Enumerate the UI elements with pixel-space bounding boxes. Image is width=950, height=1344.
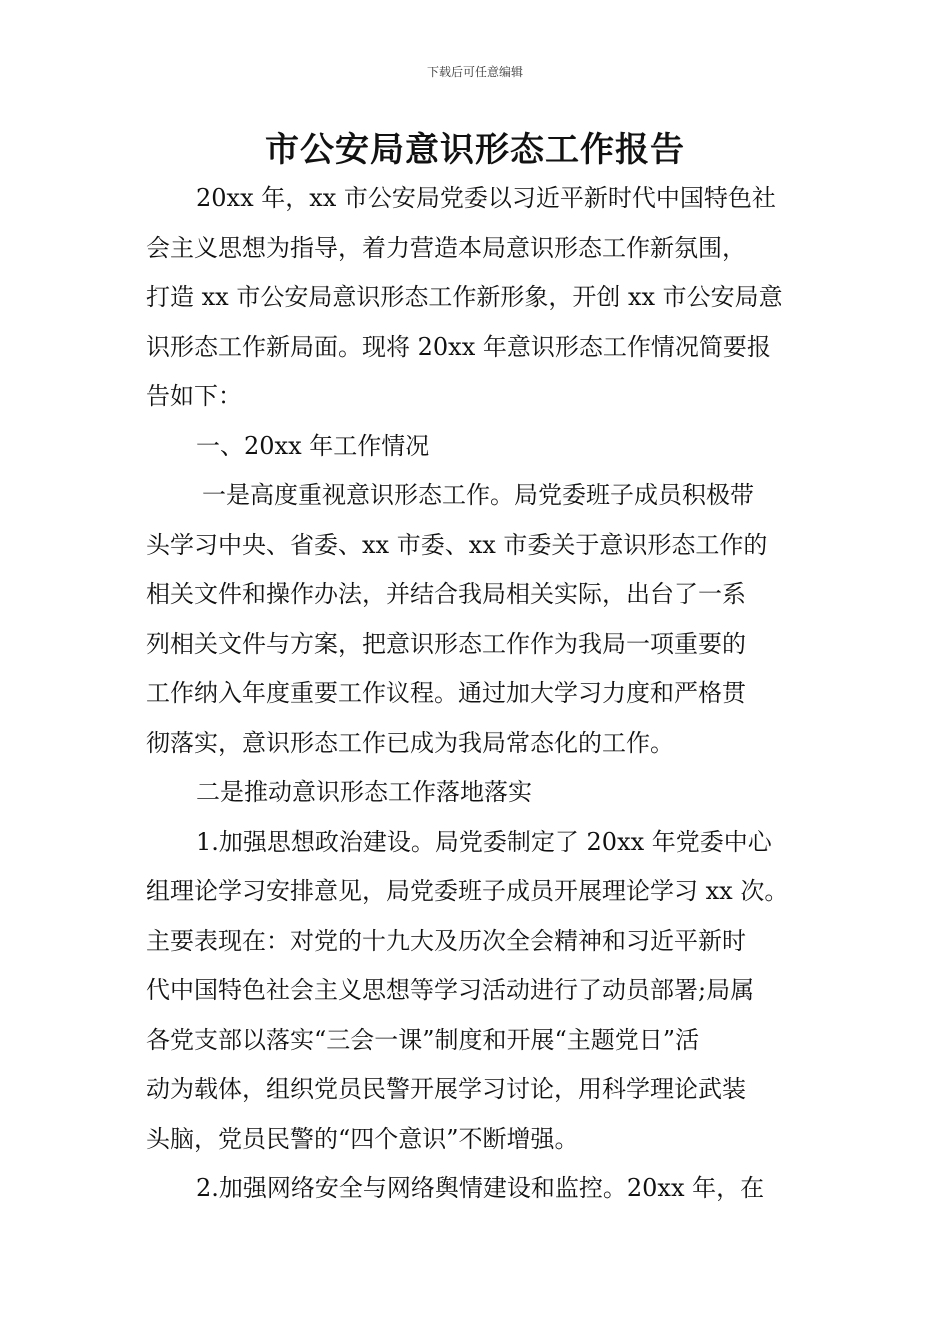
paragraph-line: 列相关文件与方案，把意识形态工作作为我局一项重要的 [146,629,746,658]
paragraph-line: 动为载体，组织党员民警开展学习讨论，用科学理论武装 [146,1075,746,1103]
paragraph-line: 20xx 年，xx 市公安局党委以习近平新时代中国特色社 [196,184,776,212]
paragraph-line: 告如下： [146,382,242,410]
paragraph-line: 2.加强网络安全与网络舆情建设和监控。20xx 年，在 [196,1174,765,1202]
document-header-note: 下载后可任意编辑 [426,65,523,79]
paragraph-line: 代中国特色社会主义思想等学习活动进行了动员部署;局属 [146,976,755,1004]
paragraph-line: 识形态工作新局面。现将 20xx 年意识形态工作情况简要报 [146,332,771,361]
paragraph-line: 彻落实，意识形态工作已成为我局常态化的工作。 [146,728,674,757]
paragraph-line: 组理论学习安排意见，局党委班子成员开展理论学习 xx 次。 [146,877,789,905]
paragraph-line: 1.加强思想政治建设。局党委制定了 20xx 年党委中心 [196,827,772,856]
paragraph-line: 头学习中央、省委、xx 市委、xx 市委关于意识形态工作的 [146,530,768,559]
paragraph-line: 各党支部以落实“三会一课”制度和开展“主题党日”活 [146,1025,700,1054]
document-body [146,174,810,1214]
paragraph-line: 主要表现在：对党的十九大及历次全会精神和习近平新时 [146,926,746,955]
paragraph-line: 相关文件和操作办法，并结合我局相关实际，出台了一系 [146,580,746,608]
section-heading: 一、20xx 年工作情况 [196,431,430,460]
paragraph-line: 打造 xx 市公安局意识形态工作新形象，开创 xx 市公安局意 [146,283,783,311]
paragraph-line: 会主义思想为指导，着力营造本局意识形态工作新氛围， [146,233,746,262]
document-title: 市公安局意识形态工作报告 [265,130,685,170]
paragraph-line: 头脑，党员民警的“四个意识”不断增强。 [146,1124,579,1153]
subsection-heading: 二是推动意识形态工作落地落实 [196,778,532,806]
paragraph-line: 工作纳入年度重要工作议程。通过加大学习力度和严格贯 [146,679,746,707]
paragraph-line: 一是高度重视意识形态工作。局党委班子成员积极带 [202,481,754,509]
